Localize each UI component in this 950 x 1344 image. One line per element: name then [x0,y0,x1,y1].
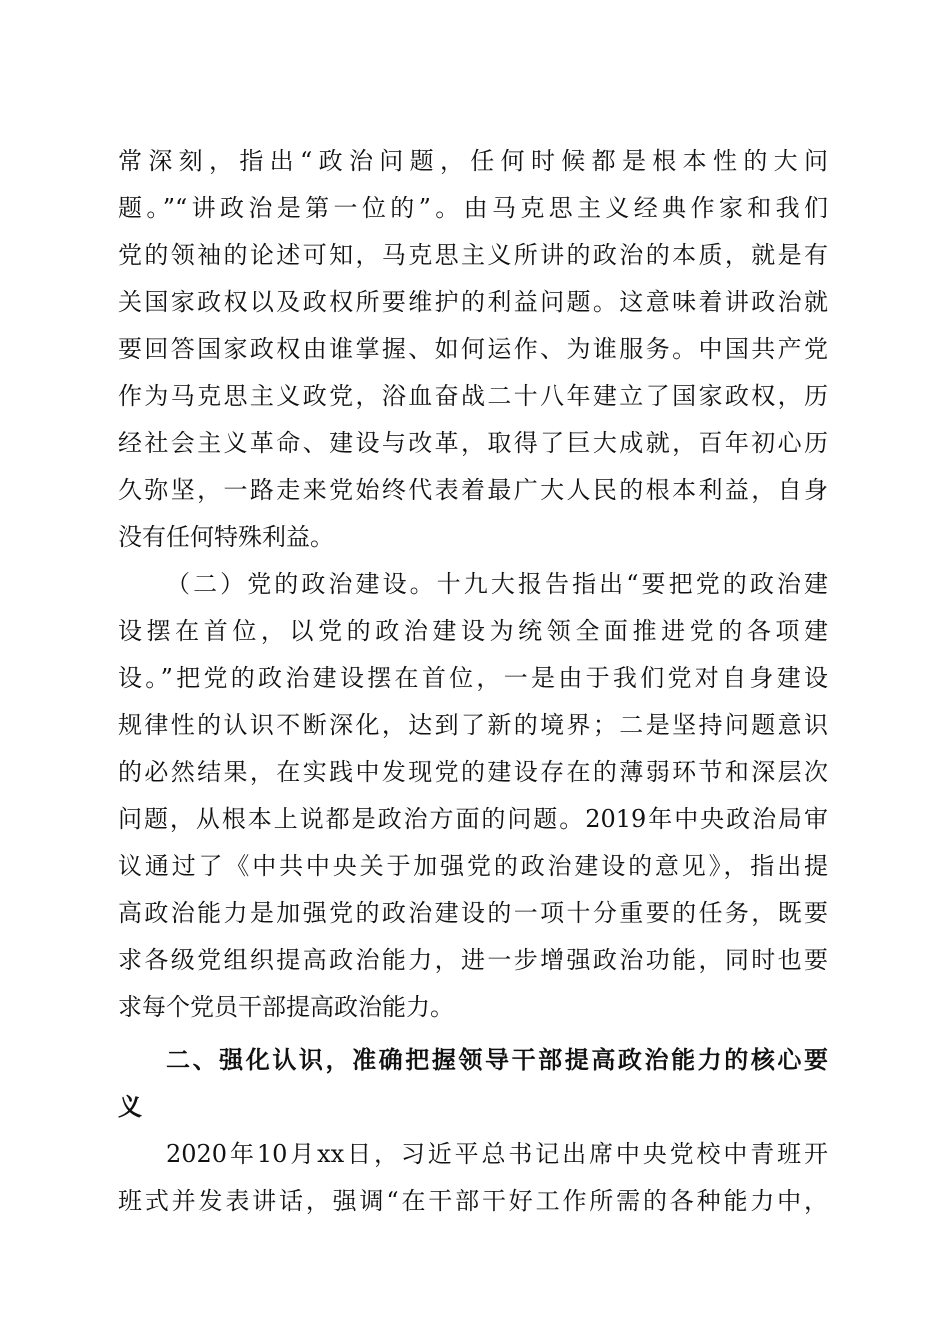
text-line: 的必然结果，在实践中发现党的建设存在的薄弱环节和深层次 [118,758,828,786]
text-line: 规律性的认识不断深化，达到了新的境界；二是坚持问题意识 [118,711,828,739]
document-body [118,138,828,1225]
text-line: 久弥坚，一路走来党始终代表着最广大人民的根本利益，自身 [118,476,828,504]
paragraph-central-party-school [118,1131,828,1225]
text-line: 要回答国家政权由谁掌握、如何运作、为谁服务。中国共产党 [118,335,828,363]
text-line: 设摆在首位，以党的政治建设为统领全面推进党的各项建 [118,617,828,645]
text-line: 设。”把党的政治建设摆在首位，一是由于我们党对自身建设 [118,664,828,692]
text-line: 关国家政权以及政权所要维护的利益问题。这意味着讲政治就 [118,288,828,316]
text-line: 高政治能力是加强党的政治建设的一项十分重要的任务，既要 [118,899,828,927]
text-line: 问题，从根本上说都是政治方面的问题。2019年中央政治局审 [118,805,828,833]
text-line-rest: 十九大报告指出“要把党的政治建 [436,570,828,598]
subsection-label: （二）党的政治建设。 [166,570,437,598]
text-line: 党的领袖的论述可知，马克思主义所讲的政治的本质，就是有 [118,241,828,269]
text-line: 经社会主义革命、建设与改革，取得了巨大成就，百年初心历 [118,429,828,457]
section-heading-line: 二、强化认识，准确把握领导干部提高政治能力的核心要 [166,1046,828,1074]
paragraph-political-essence [118,138,828,561]
text-line: 求各级党组织提高政治能力，进一步增强政治功能，同时也要 [118,946,828,974]
text-line: 作为马克思主义政党，浴血奋战二十八年建立了国家政权，历 [118,382,828,410]
text-line: 题。”“讲政治是第一位的”。由马克思主义经典作家和我们 [118,194,828,222]
section-heading [118,1037,828,1131]
text-line-first [118,561,828,608]
text-line: 求每个党员干部提高政治能力。 [118,993,454,1021]
text-line: 议通过了《中共中央关于加强党的政治建设的意见》，指出提 [118,852,828,880]
text-line: 没有任何特殊利益。 [118,523,334,551]
text-line: 常深刻，指出“政治问题，任何时候都是根本性的大问 [118,147,828,175]
text-line: 班式并发表讲话，强调“在干部干好工作所需的各种能力中， [118,1187,828,1215]
paragraph-party-political-building [118,561,828,1031]
text-line: 2020年10月xx日，习近平总书记出席中央党校中青班开 [166,1140,828,1168]
section-heading-line: 义 [118,1093,142,1121]
